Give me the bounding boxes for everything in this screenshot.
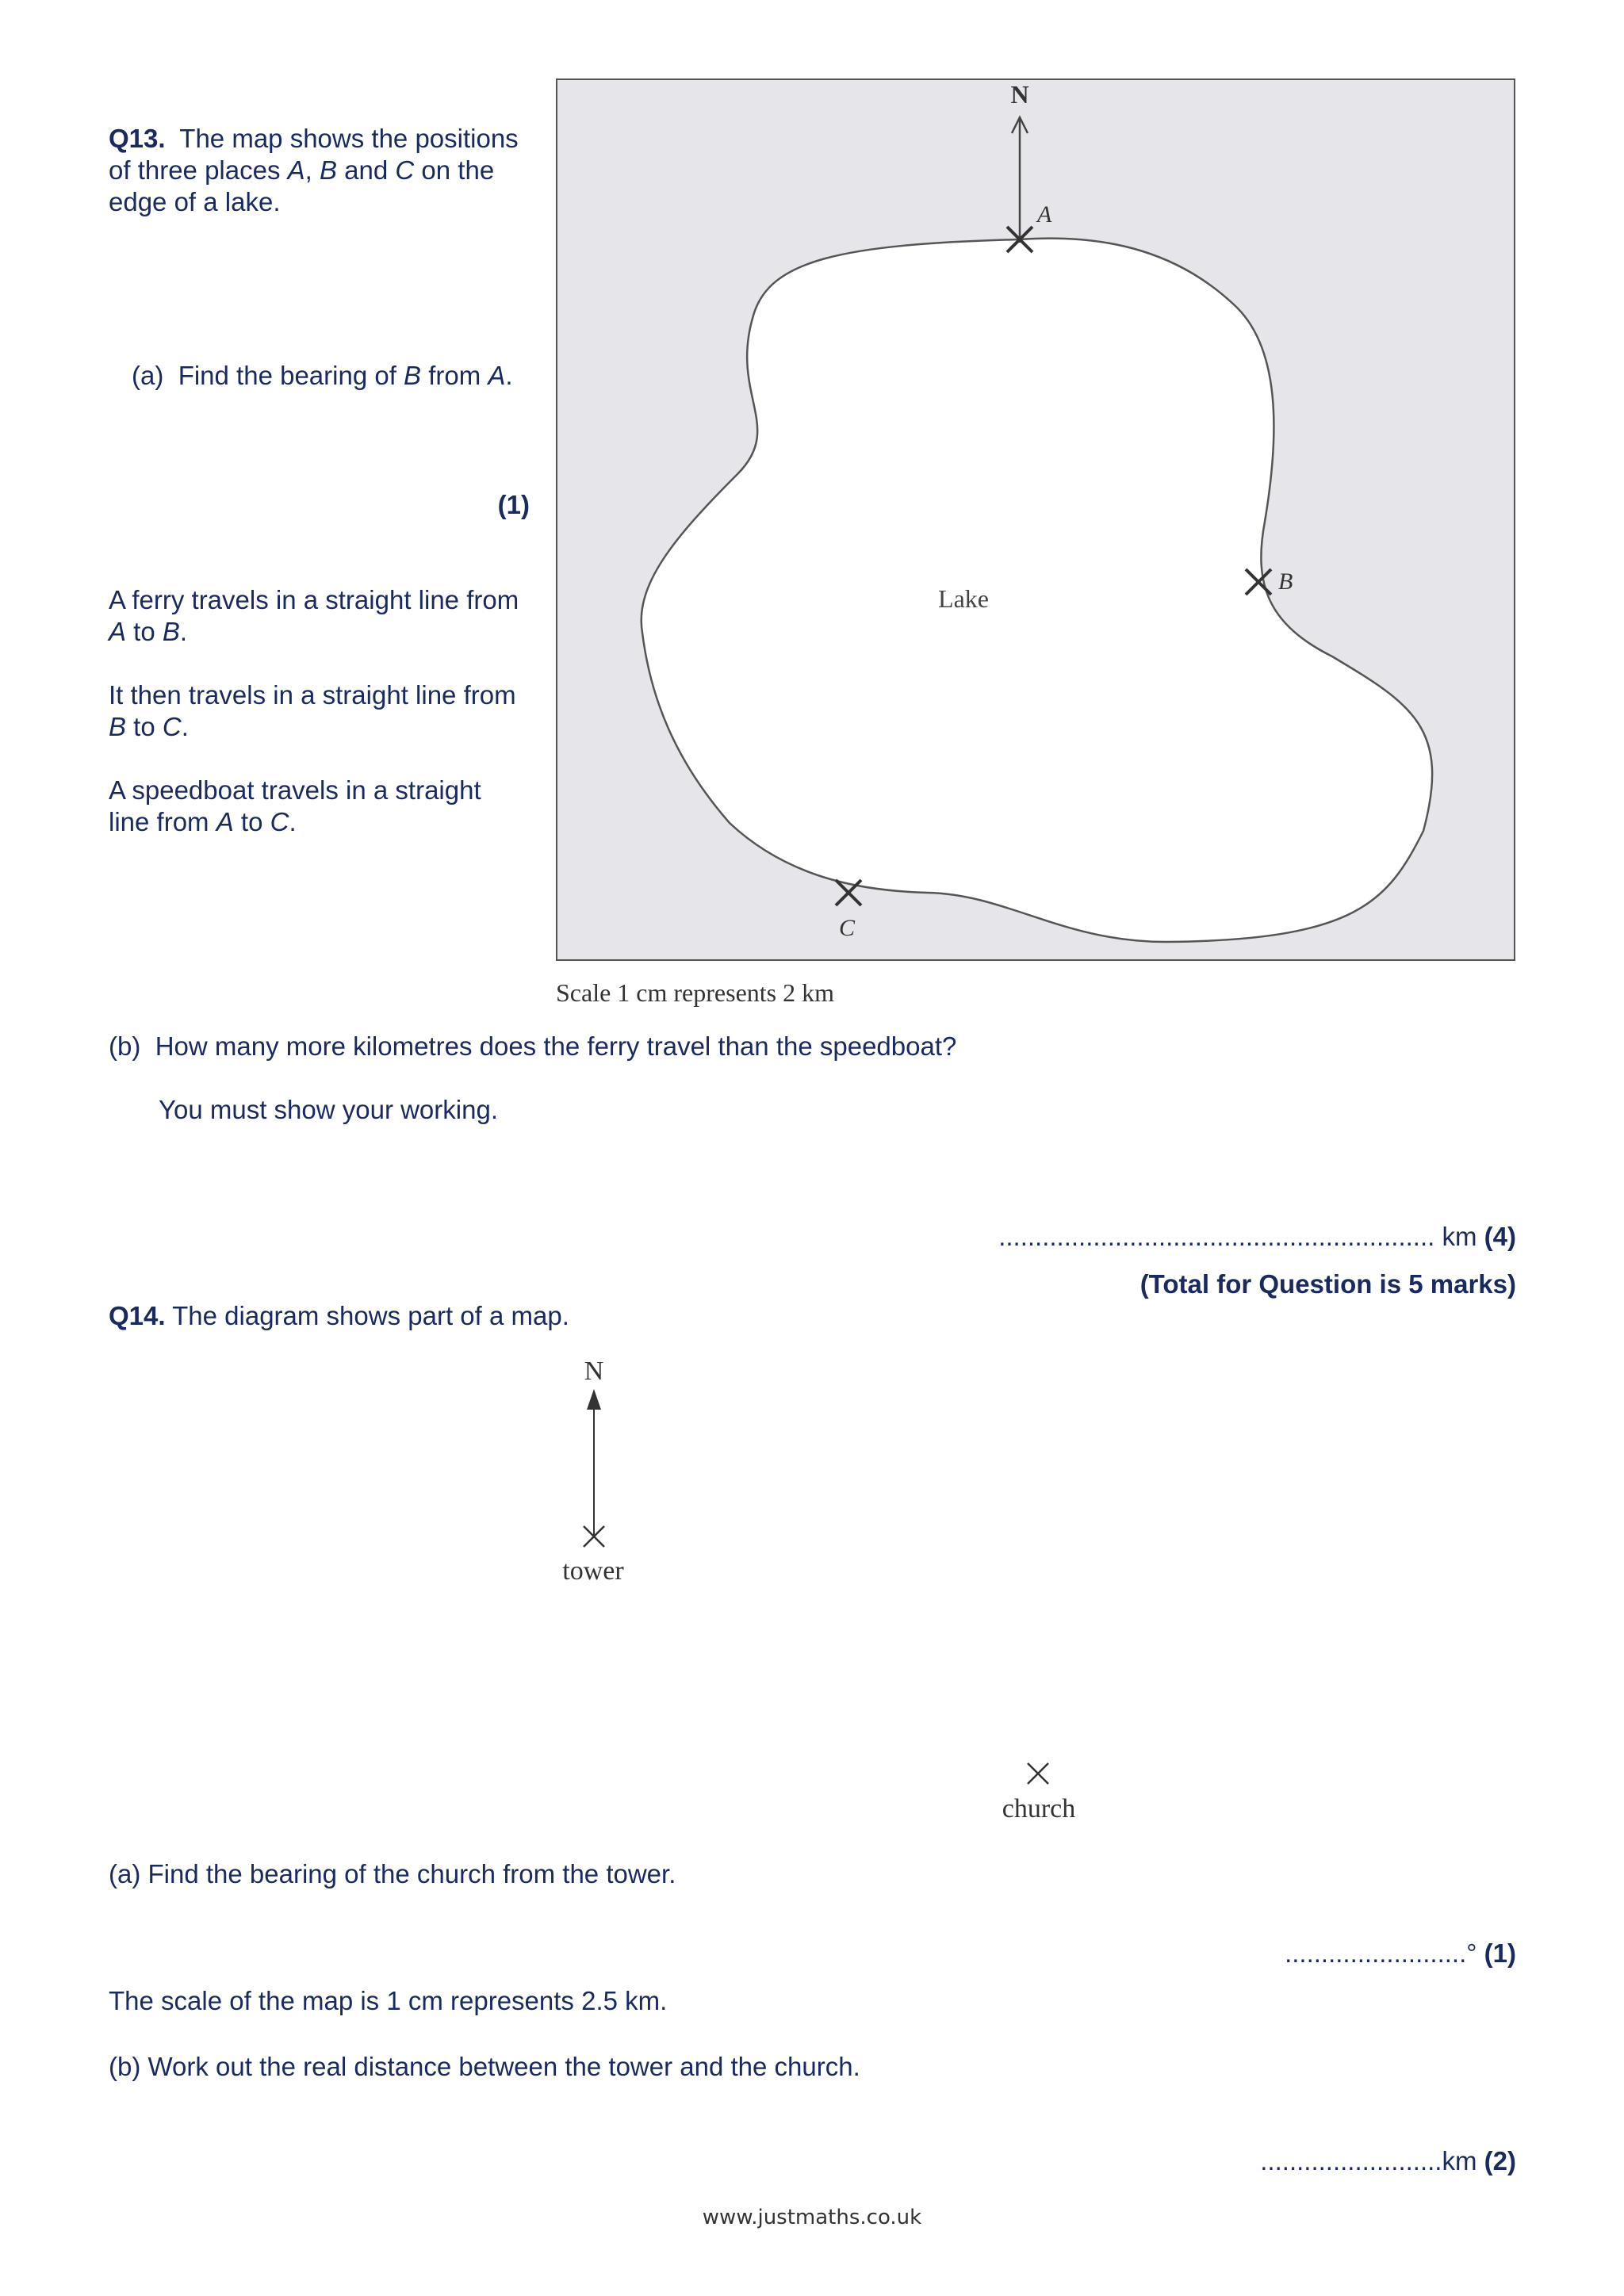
q13-total: (Total for Question is 5 marks) xyxy=(1139,1269,1516,1299)
point-c-label: C xyxy=(838,915,856,941)
q13-part-a-marks: (1) xyxy=(497,490,530,519)
map-scale: Scale 1 cm represents 2 km xyxy=(556,978,834,1007)
q13-number: Q13. xyxy=(109,124,166,153)
q14-scale-text: The scale of the map is 1 cm represents 2.5 km. xyxy=(109,1986,668,2015)
tower-label: tower xyxy=(562,1556,624,1586)
q13-ferry-bc: It then travels in a straight line from B to C. xyxy=(109,680,516,741)
map-north-label: N xyxy=(1010,80,1029,109)
q14-part-b: (b) Work out the real distance between the tower and the church. xyxy=(109,2052,860,2081)
q13-lake-map xyxy=(555,78,1516,962)
q13-part-b: (b) How many more kilometres does the ferry travel than the speedboat? xyxy=(109,1031,957,1061)
q13-intro: Q13. The map shows the positions of three places A, B and C on the edge of a lake. xyxy=(109,124,519,216)
church-marker xyxy=(1028,1763,1048,1784)
q13-ferry-ab: A ferry travels in a straight line from A to B. xyxy=(109,585,519,646)
q14-number: Q14. xyxy=(109,1301,166,1330)
q14-north-label: N xyxy=(584,1357,604,1386)
q14-part-a: (a) Find the bearing of the church from the tower. xyxy=(109,1859,676,1888)
q14-part-a-answer: .........................° (1) xyxy=(1285,1938,1516,1968)
q13-part-b-instruction: You must show your working. xyxy=(159,1095,498,1124)
footer-url[interactable]: www.justmaths.co.uk xyxy=(702,2206,922,2229)
lake-label: Lake xyxy=(938,584,989,613)
q14-intro: Q14. The diagram shows part of a map. xyxy=(109,1301,569,1330)
point-a-label: A xyxy=(1037,201,1052,228)
church-label: church xyxy=(1002,1794,1076,1823)
q14-map xyxy=(508,1348,1142,1823)
point-b-label: B xyxy=(1278,568,1293,595)
q13-speedboat: A speedboat travels in a straight line from A to C. xyxy=(109,775,481,836)
q14-part-b-answer: .........................km (2) xyxy=(1260,2146,1516,2175)
q13-part-a: (a) Find the bearing of B from A. xyxy=(132,361,513,390)
q13-answer-line: ............................................................ km (4) xyxy=(998,1222,1516,1251)
q14-north-arrowhead xyxy=(587,1389,601,1410)
